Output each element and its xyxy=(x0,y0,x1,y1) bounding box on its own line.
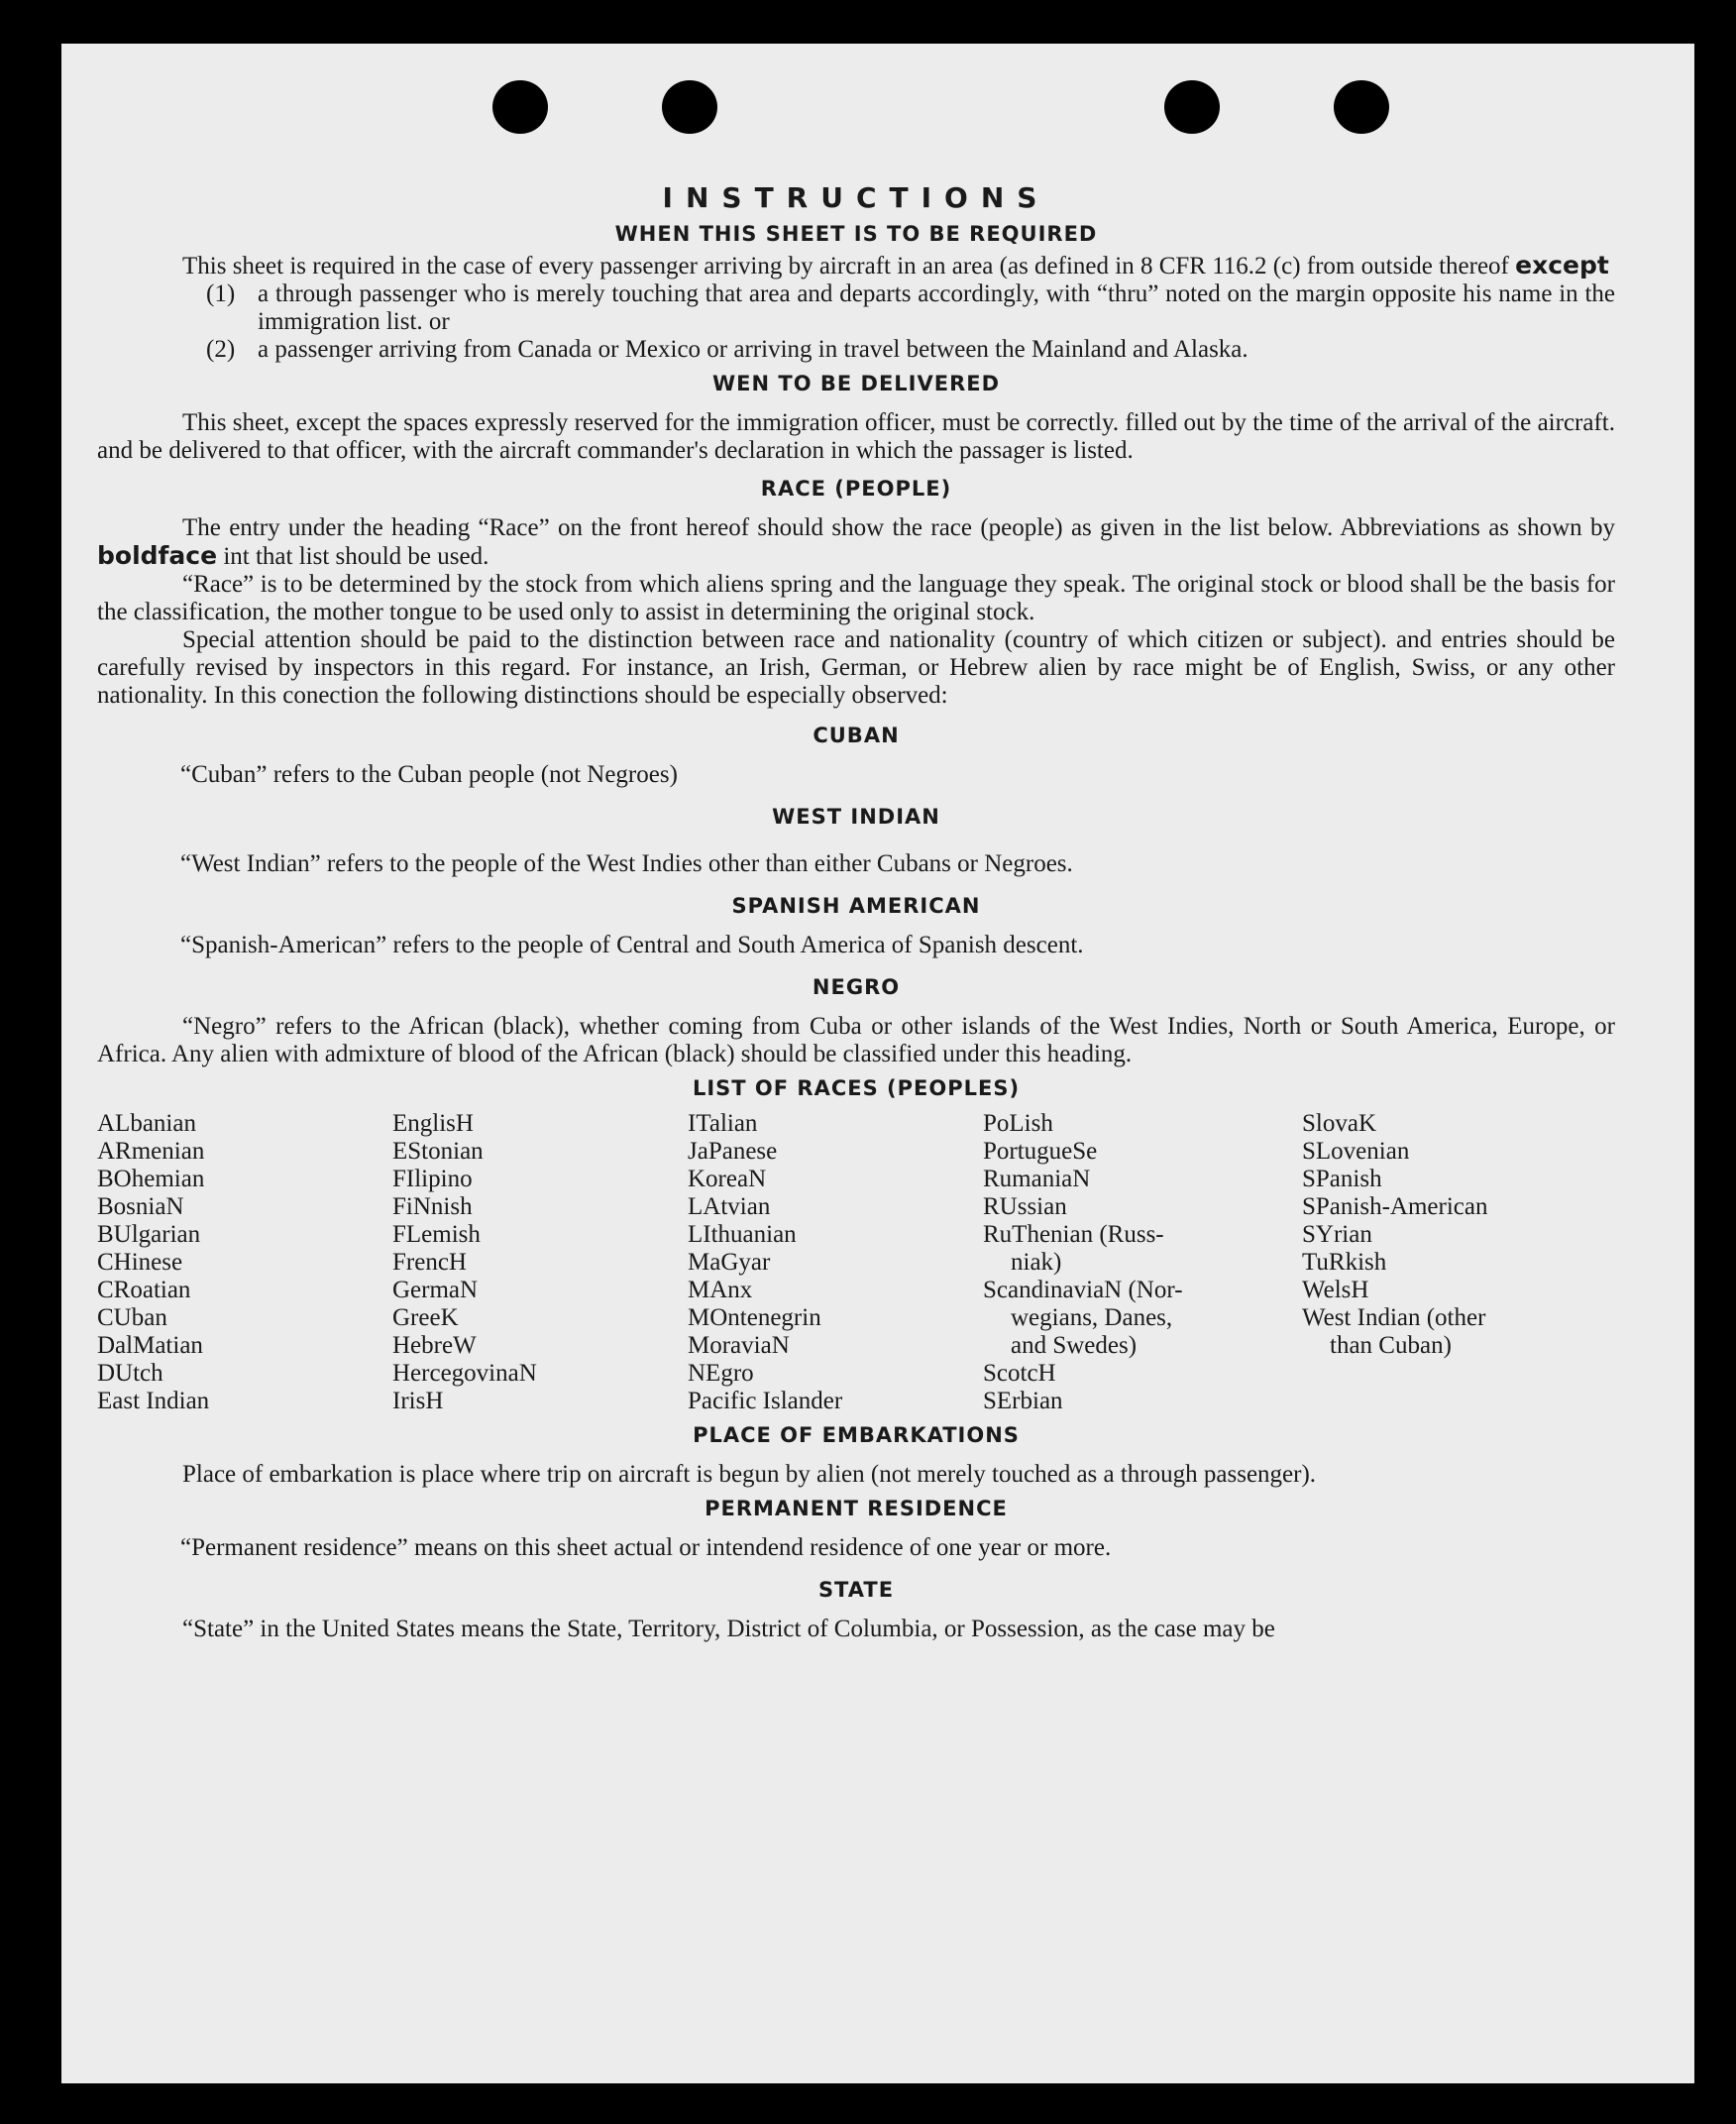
page-title: INSTRUCTIONS xyxy=(662,181,1050,214)
punch-hole xyxy=(1164,80,1220,134)
race-entry: GreeK xyxy=(392,1304,459,1331)
paragraph-race-2: “Race” is to be determined by the stock from which aliens spring and the language they speak. The original stock or blood shall be the basis for the classification, the mother tongue to be used only to assist in determining the original stock. xyxy=(97,571,1615,625)
item-number: (2) xyxy=(206,336,236,363)
race-entry: ScandinaviaN (Nor- xyxy=(983,1277,1183,1303)
paragraph-spanish-american: “Spanish-American” refers to the people of Central and South America of Spanish descent. xyxy=(180,932,1084,958)
paragraph-race-3: Special attention should be paid to the distinction between race and nationality (country of which citizen or subject). and entries should be carefully revised by inspectors in this regard. For instance, an Irish, German, or Hebrew alien by race might be of English, Swiss, or any other nationality. In this conection the following distinctions should be especially observed: xyxy=(97,626,1615,709)
race-entry: LAtvian xyxy=(688,1193,771,1220)
race-entry: RUssian xyxy=(983,1193,1067,1220)
race-entry: ScotcH xyxy=(983,1360,1056,1387)
race-entry: SPanish-American xyxy=(1302,1193,1488,1220)
race-entry: PoLish xyxy=(983,1110,1053,1137)
heading-embarkation: PLACE OF EMBARKATIONS xyxy=(693,1423,1020,1447)
race-entry: PortugueSe xyxy=(983,1138,1098,1165)
race-entry: KoreaN xyxy=(688,1166,767,1192)
races-column xyxy=(1302,1110,1599,1415)
heading-race: RACE (PEOPLE) xyxy=(760,477,952,501)
races-column xyxy=(688,1110,983,1415)
paragraph-negro: “Negro” refers to the African (black), whether coming from Cuba or other islands of the West Indies, North or South America, Europe, or Africa. Any alien with admixture of blood of the African (black) should be classified under this heading. xyxy=(97,1013,1615,1067)
race-entry: TuRkish xyxy=(1302,1249,1387,1276)
exception-item xyxy=(206,336,1615,364)
race-entry: MaGyar xyxy=(688,1249,771,1276)
except-bold: except xyxy=(1515,251,1609,279)
race-entry: GermaN xyxy=(392,1277,479,1303)
paragraph-when-required xyxy=(97,252,1615,280)
race-entry: ITalian xyxy=(688,1110,758,1137)
race-entry: NEgro xyxy=(688,1360,754,1387)
race-entry: CHinese xyxy=(97,1249,183,1276)
race-entry: MAnx xyxy=(688,1277,753,1303)
race-entry: LIthuanian xyxy=(688,1221,797,1248)
race-entry: wegians, Danes, xyxy=(1011,1304,1173,1331)
item-number: (1) xyxy=(206,280,236,307)
heading-list-of-races: LIST OF RACES (PEOPLES) xyxy=(692,1076,1021,1100)
heading-spanish-american: SPANISH AMERICAN xyxy=(731,894,981,918)
race-entry: DalMatian xyxy=(97,1332,203,1359)
races-column xyxy=(392,1110,688,1415)
race-entry: SLovenian xyxy=(1302,1138,1410,1165)
heading-cuban: CUBAN xyxy=(813,724,900,747)
race-entry: FiNnish xyxy=(392,1193,473,1220)
races-column xyxy=(983,1110,1302,1415)
paragraph-cuban: “Cuban” refers to the Cuban people (not Negroes) xyxy=(180,761,678,788)
race-entry: HercegovinaN xyxy=(392,1360,537,1387)
race-entry: SYrian xyxy=(1302,1221,1372,1248)
punch-hole xyxy=(662,80,717,134)
paragraph-when-delivered: This sheet, except the spaces expressly reserved for the immigration officer, must be correctly. filled out by the time of the arrival of the aircraft. and be delivered to that officer, with the aircraft commander's declaration in which the passager is listed. xyxy=(97,409,1615,464)
race-entry: SlovaK xyxy=(1302,1110,1376,1137)
item-text: a through passenger who is merely touching that area and departs accordingly, with “thru” noted on the margin opposite his name in the immigration list. or xyxy=(258,280,1615,335)
race-entry: ALbanian xyxy=(97,1110,196,1137)
instructions-content xyxy=(97,181,1615,1643)
race-entry: RuThenian (Russ- xyxy=(983,1221,1164,1248)
race-entry: RumaniaN xyxy=(983,1166,1091,1192)
race-entry: JaPanese xyxy=(688,1138,778,1165)
race-entry: MoraviaN xyxy=(688,1332,790,1359)
race-entry: than Cuban) xyxy=(1330,1332,1452,1359)
race-entry: IrisH xyxy=(392,1388,444,1414)
race-text-a: The entry under the heading “Race” on the front hereof should show the race (people) as given in the list below. Abbreviations as shown by xyxy=(182,514,1615,541)
paragraph-west-indian: “West Indian” refers to the people of the West Indies other than either Cubans or Negroes. xyxy=(180,850,1073,877)
race-entry: BosniaN xyxy=(97,1193,184,1220)
race-entry: and Swedes) xyxy=(1011,1332,1138,1359)
race-entry: BOhemian xyxy=(97,1166,205,1192)
document-page xyxy=(61,44,1694,2083)
race-entry: SPanish xyxy=(1302,1166,1382,1192)
race-entry: BUlgarian xyxy=(97,1221,201,1248)
race-entry: MOntenegrin xyxy=(688,1304,821,1331)
heading-when-delivered: WEN TO BE DELIVERED xyxy=(711,372,1001,395)
race-entry: FIlipino xyxy=(392,1166,473,1192)
punch-hole xyxy=(1334,80,1389,134)
race-entry: West Indian (other xyxy=(1302,1304,1486,1331)
race-text-b: int that list should be used. xyxy=(217,543,489,570)
races-column xyxy=(97,1110,392,1415)
heading-residence: PERMANENT RESIDENCE xyxy=(705,1497,1008,1520)
race-entry: East Indian xyxy=(97,1388,210,1414)
heading-negro: NEGRO xyxy=(812,975,901,999)
race-entry: CUban xyxy=(97,1304,167,1331)
race-entry: ARmenian xyxy=(97,1138,205,1165)
exception-item xyxy=(206,280,1615,336)
race-entry: niak) xyxy=(1011,1249,1062,1276)
when-required-text: This sheet is required in the case of every passenger arriving by aircraft in an area (as defined in 8 CFR 116.2 (c) from outside thereof xyxy=(182,253,1516,279)
race-entry: SErbian xyxy=(983,1388,1063,1414)
race-entry: FLemish xyxy=(392,1221,481,1248)
race-entry: CRoatian xyxy=(97,1277,191,1303)
race-entry: FrencH xyxy=(392,1249,467,1276)
race-entry: Pacific Islander xyxy=(688,1388,843,1414)
race-entry: EStonian xyxy=(392,1138,484,1165)
boldface-bold: boldface xyxy=(97,541,218,570)
punch-hole xyxy=(492,80,548,134)
race-entry: HebreW xyxy=(392,1332,477,1359)
paragraph-state: “State” in the United States means the State, Territory, District of Columbia, or Possession, as the case may be xyxy=(182,1616,1275,1642)
race-entry: DUtch xyxy=(97,1360,163,1387)
paragraph-embarkation: Place of embarkation is place where trip on aircraft is begun by alien (not merely touched as a through passenger). xyxy=(182,1461,1317,1488)
item-text: a passenger arriving from Canada or Mexico or arriving in travel between the Mainland and Alaska. xyxy=(258,336,1248,363)
paragraph-race-1 xyxy=(97,514,1615,571)
heading-west-indian: WEST INDIAN xyxy=(772,805,940,829)
paragraph-residence: “Permanent residence” means on this sheet actual or intendend residence of one year or more. xyxy=(180,1534,1112,1561)
heading-when-required: WHEN THIS SHEET IS TO BE REQUIRED xyxy=(614,222,1098,246)
races-list xyxy=(97,1110,1615,1415)
heading-state: STATE xyxy=(817,1578,895,1602)
race-entry: EnglisH xyxy=(392,1110,474,1137)
race-entry: WelsH xyxy=(1302,1277,1369,1303)
